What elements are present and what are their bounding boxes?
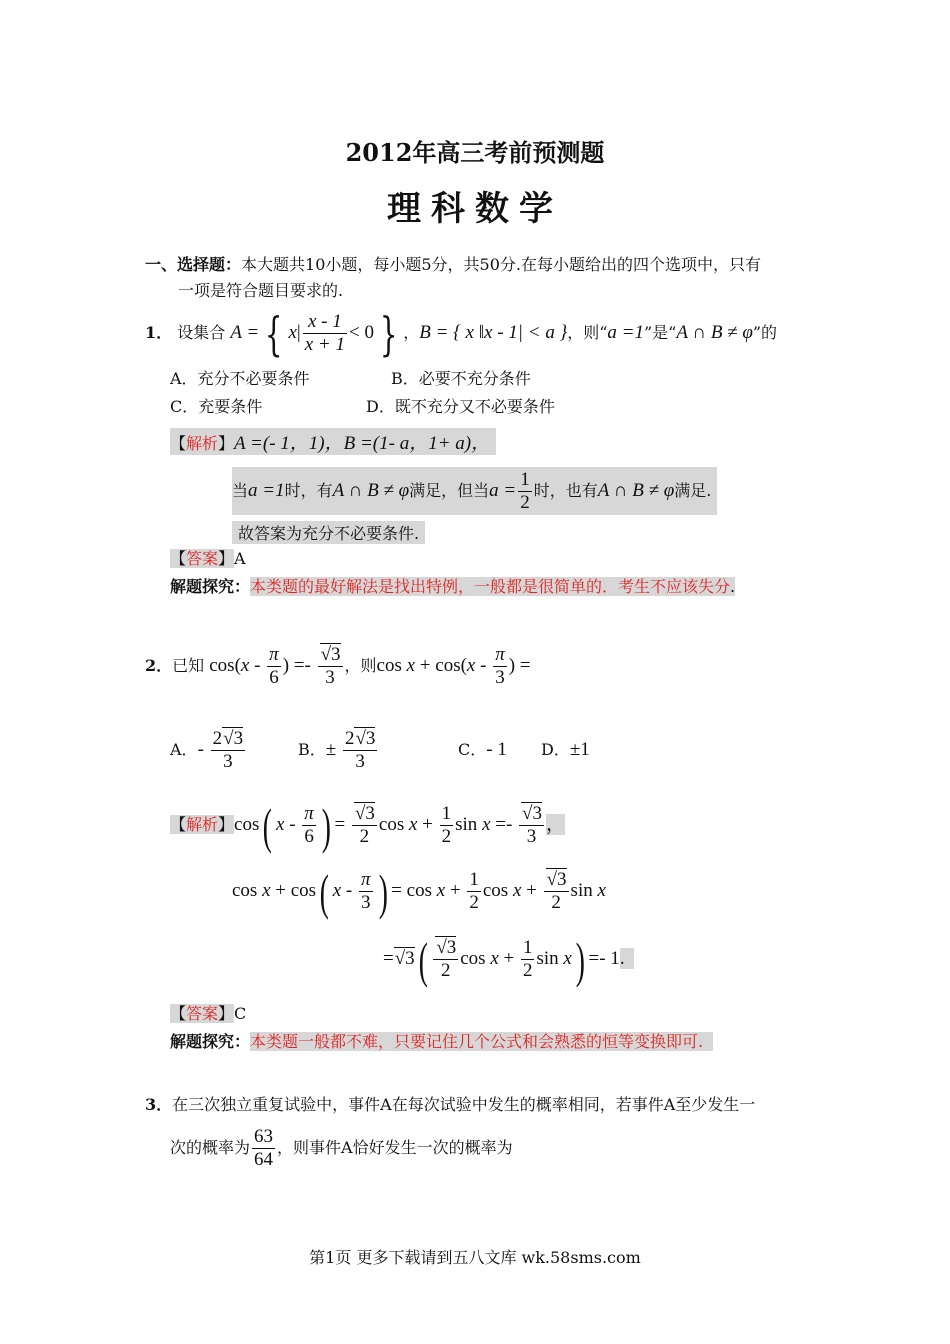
q2-ask: ，则 xyxy=(344,656,377,675)
q2-explore xyxy=(170,1029,713,1052)
q1-answer: 【答案】A xyxy=(170,549,246,568)
q1-set-a-rel: < 0 xyxy=(348,322,374,343)
section-intro-text: 本大题共10小题，每小题5分，共50分.在每小题给出的四个选项中，只有 xyxy=(241,255,762,274)
q2-analysis-line1: 【解析】cos( x - $\frac{\pi}{6}$ ) = $\frac{√3}{2}$ cos x + $\frac{1}{2}$ sin x =- $\frac{√3}{3}$ ， xyxy=(170,797,565,854)
q1-de: ”的 xyxy=(752,323,778,342)
q2-answer-value: C xyxy=(234,1004,247,1023)
q2-answer: 【答案】C xyxy=(170,1004,247,1023)
q1-analysis-line3: 故答案为充分不必要条件. xyxy=(232,521,425,544)
q1-an-cap1: A ∩ B ≠ φ xyxy=(332,480,410,501)
q1-option-b: B．必要不充分条件 xyxy=(391,369,531,388)
analysis-label: 解析 xyxy=(186,434,219,453)
answer-label: 答案 xyxy=(186,1004,219,1023)
q2-options-row xyxy=(170,724,247,776)
q1-analysis-sets: A =(- 1，1)，B =(1- a，1+ a)， xyxy=(234,433,491,454)
question-2-stem xyxy=(145,640,531,692)
q2-option-c-wrap xyxy=(458,724,507,776)
q1-an-half-den: 2 xyxy=(520,492,530,513)
q1-set-b: B = { x ‖x - 1| < a } xyxy=(419,322,568,343)
q1-an-a-eq: a = xyxy=(489,480,517,501)
q1-option-d: D．既不充分又不必要条件 xyxy=(366,397,555,416)
q1-option-c: C．充要条件 xyxy=(170,397,263,416)
q2-option-b: ± $\frac{2√3}{3}$ xyxy=(325,728,376,773)
q2-option-b-wrap xyxy=(298,724,379,776)
q1-an-have: 时，有 xyxy=(284,481,333,500)
q1-answer-value: A xyxy=(234,549,246,568)
q1-comma: ， xyxy=(403,323,420,342)
q2-known: 已知 xyxy=(172,656,205,675)
q3-frac-den: 64 xyxy=(254,1149,274,1170)
question-number: 3． xyxy=(145,1095,173,1114)
explore-label: 解题探究： xyxy=(170,577,251,596)
q3-line2-b: ，则事件A恰好发生一次的概率为 xyxy=(277,1138,513,1157)
question-number: 2． xyxy=(145,656,173,675)
q2-given-expr: cos(x - $\frac{\pi}{6}$ ) =- $\frac{√3}{3}$ xyxy=(209,644,341,689)
q2-option-a: - $\frac{2√3}{3}$ xyxy=(197,728,244,773)
section-label: 一、选择题： xyxy=(145,255,242,274)
q1-cond-a: a =1 xyxy=(607,322,644,343)
q1-cond-b: A ∩ B ≠ φ xyxy=(676,322,753,343)
q1-an-half-num: 1 xyxy=(520,469,530,491)
q2-option-c: - 1 xyxy=(486,739,507,760)
q1-an-also: 时，也有 xyxy=(533,481,598,500)
section-intro-line2: 一项是符合题目要求的. xyxy=(178,281,344,300)
q2-option-c-label: C． xyxy=(458,740,487,759)
document-subject: 理科数学 xyxy=(387,189,563,229)
q1-explore-end: . xyxy=(730,577,736,596)
q3-frac-num: 63 xyxy=(254,1126,274,1148)
q2-an-eq3: =√3( $\frac{√3}{2}$ cos x + $\frac{1}{2}$ sin x) =- 1. xyxy=(383,931,635,988)
q1-an-when: 当 xyxy=(232,481,249,500)
q1-is: ”是“ xyxy=(643,323,677,342)
page-footer: 第1页 更多下载请到五八文库 wk.58sms.com xyxy=(309,1248,641,1267)
q2-option-d-wrap xyxy=(541,724,590,776)
question-number: 1． xyxy=(145,323,173,342)
q1-then: ，则“ xyxy=(567,323,608,342)
q2-analysis-line2 xyxy=(232,864,606,918)
q2-option-a-label: A． xyxy=(170,740,198,759)
q2-option-d-label: D． xyxy=(541,740,570,759)
q3-fraction xyxy=(252,1126,275,1171)
left-brace: { xyxy=(265,306,283,361)
q1-analysis-line1: 【解析】A =(- 1，1)，B =(1- a，1+ a)， xyxy=(170,428,496,455)
question-3-line1 xyxy=(145,1092,755,1115)
q1-frac-num: x - 1 xyxy=(303,311,347,334)
analysis-label: 解析 xyxy=(186,815,219,834)
q1-set-a-lhs: A = xyxy=(230,322,260,343)
q2-explore-text: 本类题一般都不难，只要记住几个公式和会熟悉的恒等变换即可. xyxy=(250,1032,704,1051)
answer-label: 答案 xyxy=(186,549,219,568)
q2-ask-expr: cos x + cos(x - $\frac{\pi}{3}$ ) = xyxy=(376,644,531,689)
document-title: 2012年高三考前预测题 xyxy=(345,138,605,167)
q1-an-satisfy: 满足. xyxy=(674,481,712,500)
q1-explore-text: 本类题的最好解法是找出特例，一般都是很简单的．考生不应该失分 xyxy=(250,577,731,596)
q1-an-cap2: A ∩ B ≠ φ xyxy=(597,480,675,501)
q1-an-a1: a =1 xyxy=(248,480,285,501)
q1-set-a-fraction xyxy=(303,311,347,356)
q1-an-half xyxy=(518,469,532,514)
q3-line2-a: 次的概率为 xyxy=(170,1138,251,1157)
question-3-line2 xyxy=(170,1122,513,1174)
q1-frac-den: x + 1 xyxy=(304,334,345,355)
right-brace: } xyxy=(379,306,398,361)
explore-label: 解题探究： xyxy=(170,1032,251,1051)
q3-line1: 在三次独立重复试验中，事件A在每次试验中发生的概率相同，若事件A至少发生一 xyxy=(172,1095,756,1114)
q2-analysis-line3 xyxy=(383,932,634,986)
q2-option-b-label: B． xyxy=(298,740,326,759)
q2-option-d: ±1 xyxy=(569,739,590,760)
q2-an-eq1: cos( x - $\frac{\pi}{6}$ ) = $\frac{√3}{2}$ cos x + $\frac{1}{2}$ sin x =- $\frac{√3}{3}$ ， xyxy=(234,797,565,854)
q1-analysis-line2 xyxy=(232,467,717,515)
q1-explore xyxy=(170,574,735,597)
q1-text: 设集合 xyxy=(177,323,226,342)
q1-set-a-var: x xyxy=(288,322,297,343)
q1-an-but: 满足，但当 xyxy=(409,481,490,500)
q2-an-eq2: cos x + cos( x - $\frac{\pi}{3}$ ) = cos x + $\frac{1}{2}$ cos x + $\frac{√3}{2}$ sin x xyxy=(232,863,606,920)
section-intro-line1 xyxy=(145,252,761,275)
question-1-stem: 1． 设集合 A = { x| $\frac{x - 1}{x + 1}$ < 0 } ，B = { x ‖x - 1| < a }，则“a =1”是“A ∩ B ≠ φ”的 xyxy=(145,306,778,361)
q1-option-a: A．充分不必要条件 xyxy=(170,369,310,388)
